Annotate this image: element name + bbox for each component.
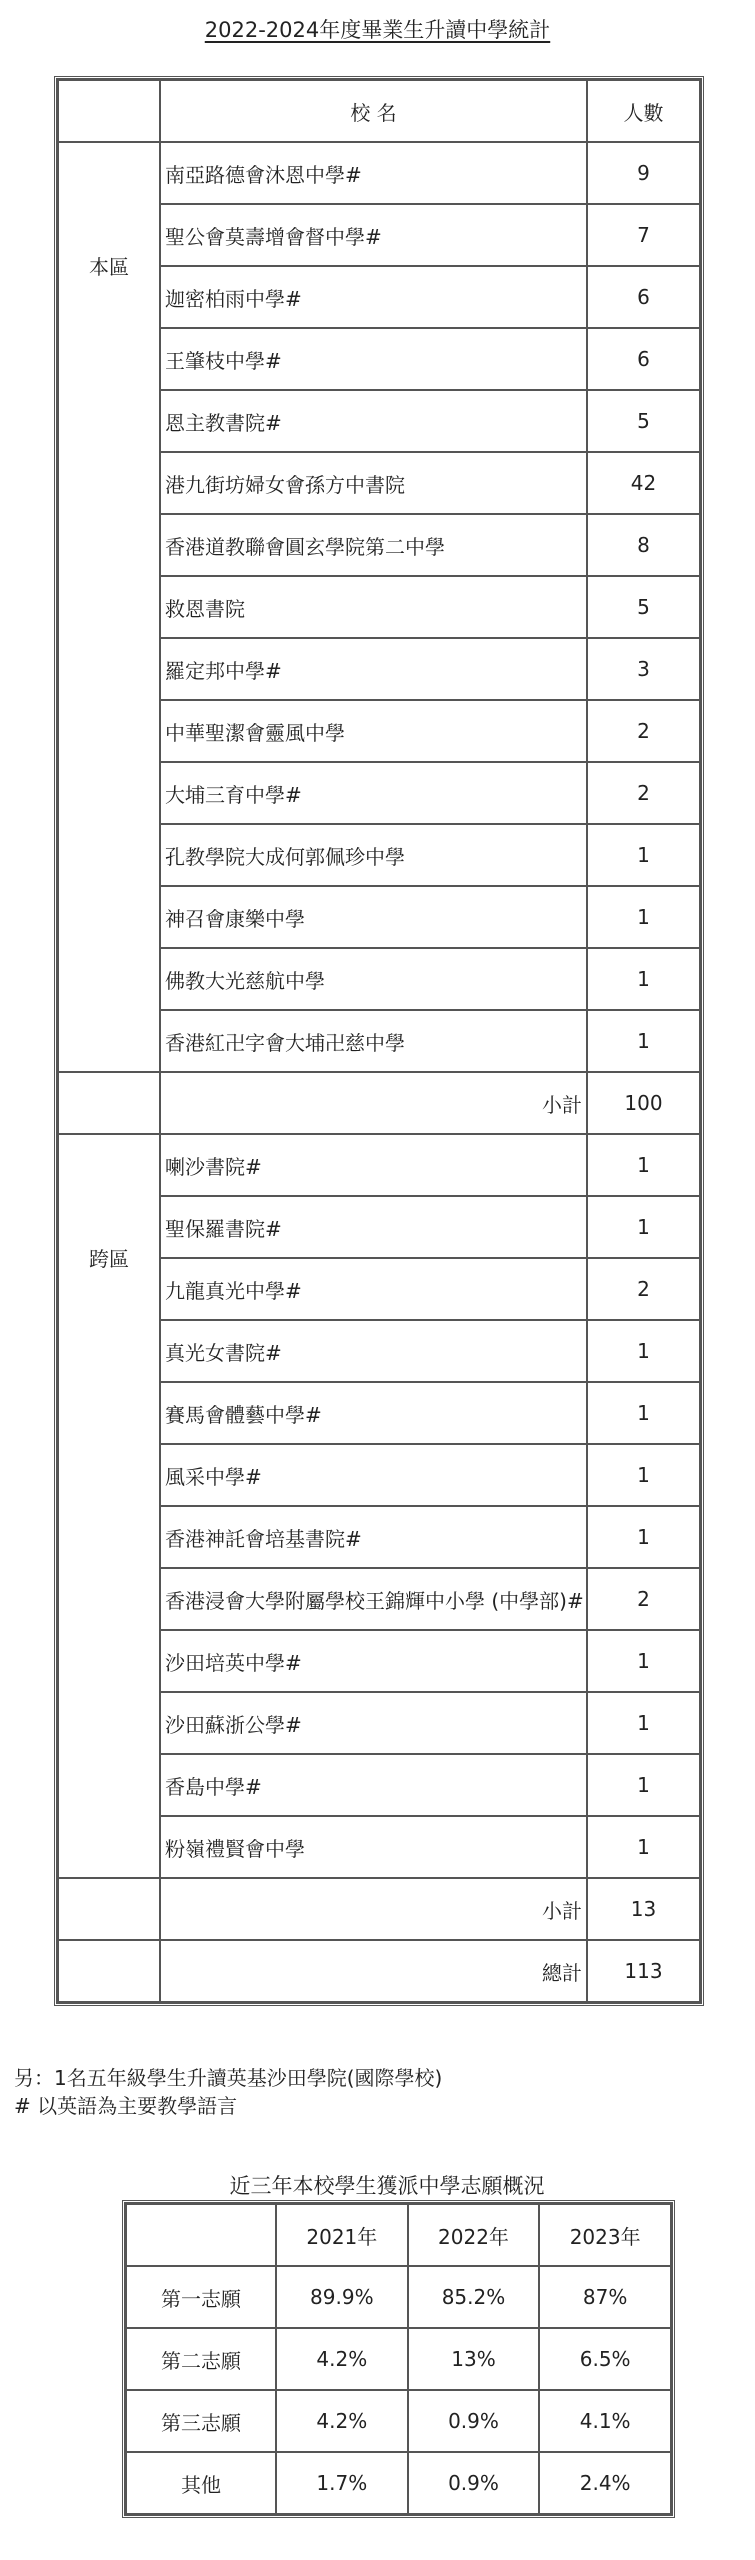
- school-name: 聖保羅書院#: [160, 1196, 587, 1258]
- choice-header-year: 2021年: [276, 2204, 408, 2266]
- subtotal-label: 小計: [160, 1072, 587, 1134]
- choice-percent: 4.2%: [276, 2328, 408, 2390]
- choice-percent: 87%: [539, 2266, 671, 2328]
- student-count: 6: [587, 328, 700, 390]
- student-count: 8: [587, 514, 700, 576]
- school-name: 迦密柏雨中學#: [160, 266, 587, 328]
- student-count: 6: [587, 266, 700, 328]
- header-row: [58, 80, 700, 142]
- subtotal-value: 13: [587, 1878, 700, 1940]
- school-name: 沙田蘇浙公學#: [160, 1692, 587, 1754]
- choice-percent: 13%: [408, 2328, 540, 2390]
- choice-percent: 0.9%: [408, 2390, 540, 2452]
- student-count: 1: [587, 1444, 700, 1506]
- student-count: 1: [587, 1692, 700, 1754]
- subtotal-label: 小計: [160, 1878, 587, 1940]
- school-name: 中華聖潔會靈風中學: [160, 700, 587, 762]
- choice-header-row: [126, 2204, 671, 2266]
- student-count: 3: [587, 638, 700, 700]
- subtotal-blank: [58, 1072, 160, 1134]
- school-name: 喇沙書院#: [160, 1134, 587, 1196]
- student-count: 42: [587, 452, 700, 514]
- student-count: 1: [587, 1506, 700, 1568]
- choice-row: [126, 2390, 671, 2452]
- student-count: 9: [587, 142, 700, 204]
- note-english: # 以英語為主要教學語言: [14, 2094, 238, 2118]
- school-row: [58, 142, 700, 204]
- graduates-table-frame: [54, 76, 704, 2006]
- school-name: 香島中學#: [160, 1754, 587, 1816]
- region-label: 本區: [58, 142, 160, 1072]
- school-name: 賽馬會體藝中學#: [160, 1382, 587, 1444]
- choice-percent: 6.5%: [539, 2328, 671, 2390]
- student-count: 1: [587, 1196, 700, 1258]
- student-count: 7: [587, 204, 700, 266]
- choice-row: [126, 2266, 671, 2328]
- school-name: 南亞路德會沐恩中學#: [160, 142, 587, 204]
- student-count: 1: [587, 948, 700, 1010]
- choice-table: [125, 2203, 672, 2515]
- subtotal-row: [58, 1072, 700, 1134]
- choice-percent: 4.1%: [539, 2390, 671, 2452]
- choice-percent: 85.2%: [408, 2266, 540, 2328]
- choice-label: 其他: [126, 2452, 276, 2514]
- student-count: 1: [587, 1010, 700, 1072]
- student-count: 2: [587, 1568, 700, 1630]
- student-count: 2: [587, 762, 700, 824]
- choice-header-blank: [126, 2204, 276, 2266]
- total-label: 總計: [160, 1940, 587, 2002]
- school-name: 粉嶺禮賢會中學: [160, 1816, 587, 1878]
- choice-row: [126, 2328, 671, 2390]
- choice-percent: 0.9%: [408, 2452, 540, 2514]
- school-name: 香港神託會培基書院#: [160, 1506, 587, 1568]
- school-name: 恩主教書院#: [160, 390, 587, 452]
- choice-percent: 2.4%: [539, 2452, 671, 2514]
- student-count: 2: [587, 1258, 700, 1320]
- student-count: 2: [587, 700, 700, 762]
- total-value: 113: [587, 1940, 700, 2002]
- subtotal-row: [58, 1878, 700, 1940]
- student-count: 5: [587, 390, 700, 452]
- choice-percent: 89.9%: [276, 2266, 408, 2328]
- choice-table-frame: [122, 2200, 675, 2518]
- choice-header-year: 2022年: [408, 2204, 540, 2266]
- total-blank: [58, 1940, 160, 2002]
- school-name: 聖公會莫壽增會督中學#: [160, 204, 587, 266]
- student-count: 1: [587, 1754, 700, 1816]
- graduates-table: [57, 79, 701, 2003]
- student-count: 1: [587, 1816, 700, 1878]
- student-count: 1: [587, 824, 700, 886]
- page-title: 2022-2024年度畢業生升讀中學統計: [204, 18, 551, 42]
- school-name: 真光女書院#: [160, 1320, 587, 1382]
- header-school: 校 名: [160, 80, 587, 142]
- note-extra: 另：1名五年級學生升讀英基沙田學院(國際學校): [14, 2066, 443, 2090]
- choice-row: [126, 2452, 671, 2514]
- choice-header-year: 2023年: [539, 2204, 671, 2266]
- total-row: [58, 1940, 700, 2002]
- school-name: 孔教學院大成何郭佩珍中學: [160, 824, 587, 886]
- student-count: 1: [587, 1320, 700, 1382]
- school-name: 羅定邦中學#: [160, 638, 587, 700]
- student-count: 5: [587, 576, 700, 638]
- school-name: 大埔三育中學#: [160, 762, 587, 824]
- school-name: 佛教大光慈航中學: [160, 948, 587, 1010]
- student-count: 1: [587, 1134, 700, 1196]
- school-name: 香港浸會大學附屬學校王錦輝中小學 (中學部)#: [160, 1568, 587, 1630]
- school-name: 王肇枝中學#: [160, 328, 587, 390]
- choice-label: 第一志願: [126, 2266, 276, 2328]
- student-count: 1: [587, 1382, 700, 1444]
- header-region: [58, 80, 160, 142]
- school-name: 港九街坊婦女會孫方中書院: [160, 452, 587, 514]
- subtotal-value: 100: [587, 1072, 700, 1134]
- school-name: 風采中學#: [160, 1444, 587, 1506]
- student-count: 1: [587, 886, 700, 948]
- choice-percent: 4.2%: [276, 2390, 408, 2452]
- school-name: 香港紅卍字會大埔卍慈中學: [160, 1010, 587, 1072]
- subtotal-blank: [58, 1878, 160, 1940]
- header-count: 人數: [587, 80, 700, 142]
- school-name: 九龍真光中學#: [160, 1258, 587, 1320]
- choice-label: 第二志願: [126, 2328, 276, 2390]
- choice-percent: 1.7%: [276, 2452, 408, 2514]
- choice-label: 第三志願: [126, 2390, 276, 2452]
- school-name: 香港道教聯會圓玄學院第二中學: [160, 514, 587, 576]
- school-name: 救恩書院: [160, 576, 587, 638]
- school-row: [58, 1134, 700, 1196]
- school-name: 神召會康樂中學: [160, 886, 587, 948]
- student-count: 1: [587, 1630, 700, 1692]
- region-label: 跨區: [58, 1134, 160, 1878]
- school-name: 沙田培英中學#: [160, 1630, 587, 1692]
- choice-table-title: 近三年本校學生獲派中學志願概況: [229, 2174, 545, 2198]
